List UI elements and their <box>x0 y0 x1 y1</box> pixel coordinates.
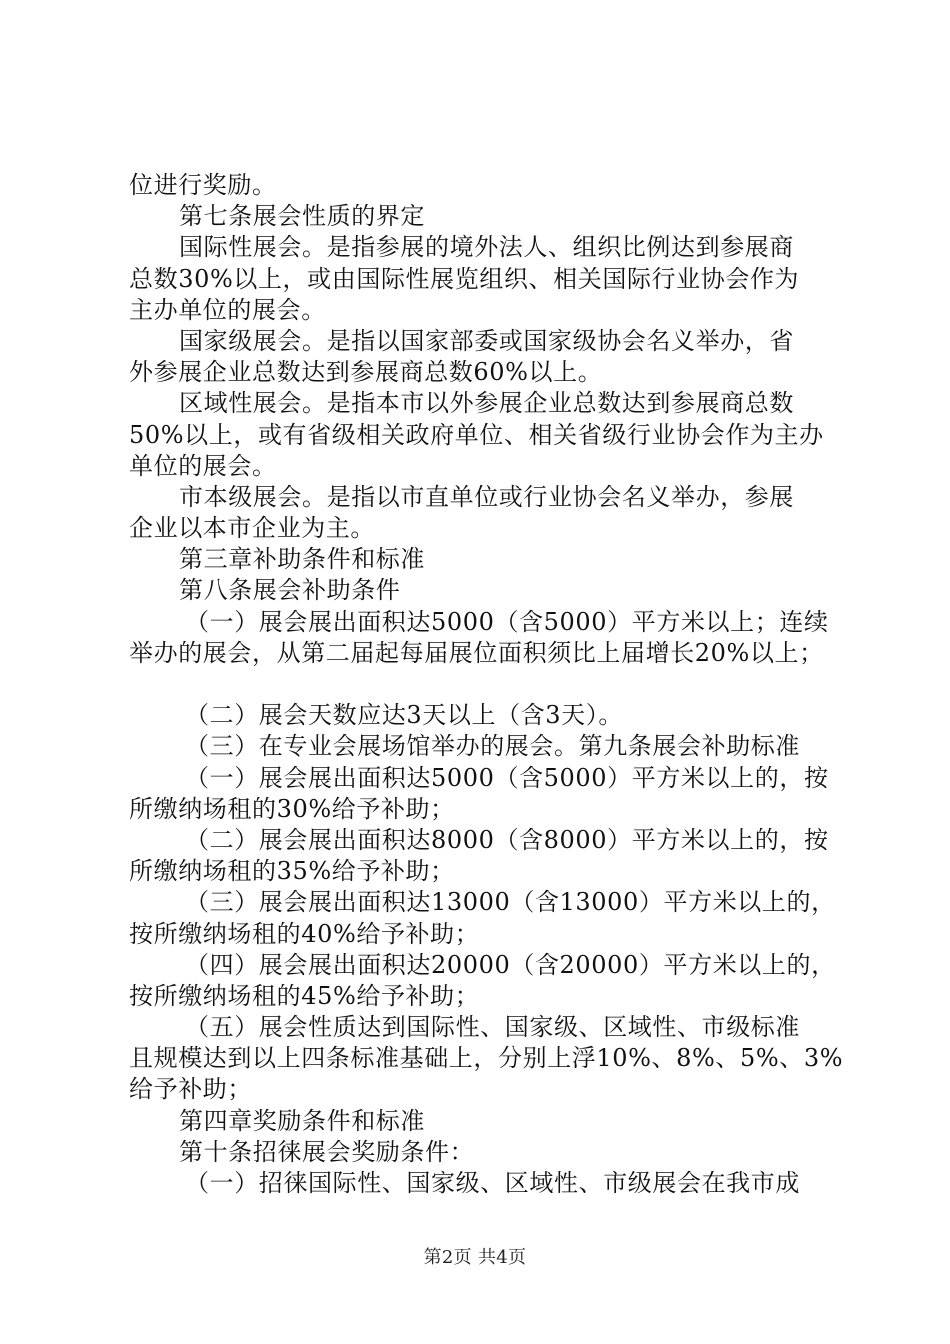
paragraph-line: 外参展企业总数达到参展商总数60%以上。 <box>129 358 603 387</box>
paragraph-line: 企业以本市企业为主。 <box>129 514 375 543</box>
list-item-line: （一）展会展出面积达5000（含5000）平方米以上的，按 <box>185 763 829 792</box>
list-item-line: 给予补助； <box>129 1075 252 1104</box>
blank-line <box>129 669 831 700</box>
list-item-line: （三）在专业会展场馆举办的展会。第九条展会补助标准 <box>185 732 800 761</box>
list-item-line: （五）展会性质达到国际性、国家级、区域性、市级标准 <box>185 1013 800 1042</box>
page-number: 第2页 共4页 <box>423 1247 527 1268</box>
paragraph-line: 市本级展会。是指以市直单位或行业协会名义举办，参展 <box>179 482 794 511</box>
list-item-line: （一）招徕国际性、国家级、区域性、市级展会在我市成 <box>185 1169 800 1197</box>
chapter-heading: 第四章奖励条件和标准 <box>179 1106 425 1135</box>
list-item-line: 按所缴纳场租的45%给予补助； <box>129 981 480 1010</box>
paragraph-line: 主办单位的展会。 <box>129 295 326 324</box>
list-item-line: 所缴纳场租的35%给予补助； <box>129 857 455 886</box>
paragraph-line: 总数30%以上，或由国际性展览组织、相关国际行业协会作为 <box>129 264 800 293</box>
list-item-line: 举办的展会，从第二届起每届展位面积须比上届增长20%以上； <box>129 638 824 667</box>
document-body <box>129 170 844 1199</box>
chapter-heading: 第三章补助条件和标准 <box>179 545 425 574</box>
text-line: 位进行奖励。 <box>129 171 277 199</box>
list-item-line: （二）展会展出面积达8000（含8000）平方米以上的，按 <box>185 825 829 854</box>
paragraph-line: 50%以上，或有省级相关政府单位、相关省级行业协会作为主办 <box>129 420 824 449</box>
list-item-line: 按所缴纳场租的40%给予补助； <box>129 919 480 948</box>
article-heading: 第七条展会性质的界定 <box>179 202 425 231</box>
paragraph-line: 国际性展会。是指参展的境外法人、组织比例达到参展商 <box>179 233 794 262</box>
article-heading: 第十条招徕展会奖励条件： <box>179 1137 475 1166</box>
list-item-line: 所缴纳场租的30%给予补助； <box>129 794 455 823</box>
paragraph-line: 国家级展会。是指以国家部委或国家级协会名义举办，省 <box>179 326 794 355</box>
list-item-line: 且规模达到以上四条标准基础上，分别上浮10%、8%、5%、3% <box>129 1044 844 1073</box>
list-item-line: （三）展会展出面积达13000（含13000）平方米以上的， <box>185 888 836 917</box>
list-item-line: （一）展会展出面积达5000（含5000）平方米以上；连续 <box>185 607 829 636</box>
list-item-line: （四）展会展出面积达20000（含20000）平方米以上的， <box>185 950 836 979</box>
paragraph-line: 区域性展会。是指本市以外参展企业总数达到参展商总数 <box>179 389 794 418</box>
article-heading: 第八条展会补助条件 <box>179 576 401 605</box>
paragraph-line: 单位的展会。 <box>129 451 277 480</box>
list-item-line: （二）展会天数应达3天以上（含3天）。 <box>185 701 623 730</box>
